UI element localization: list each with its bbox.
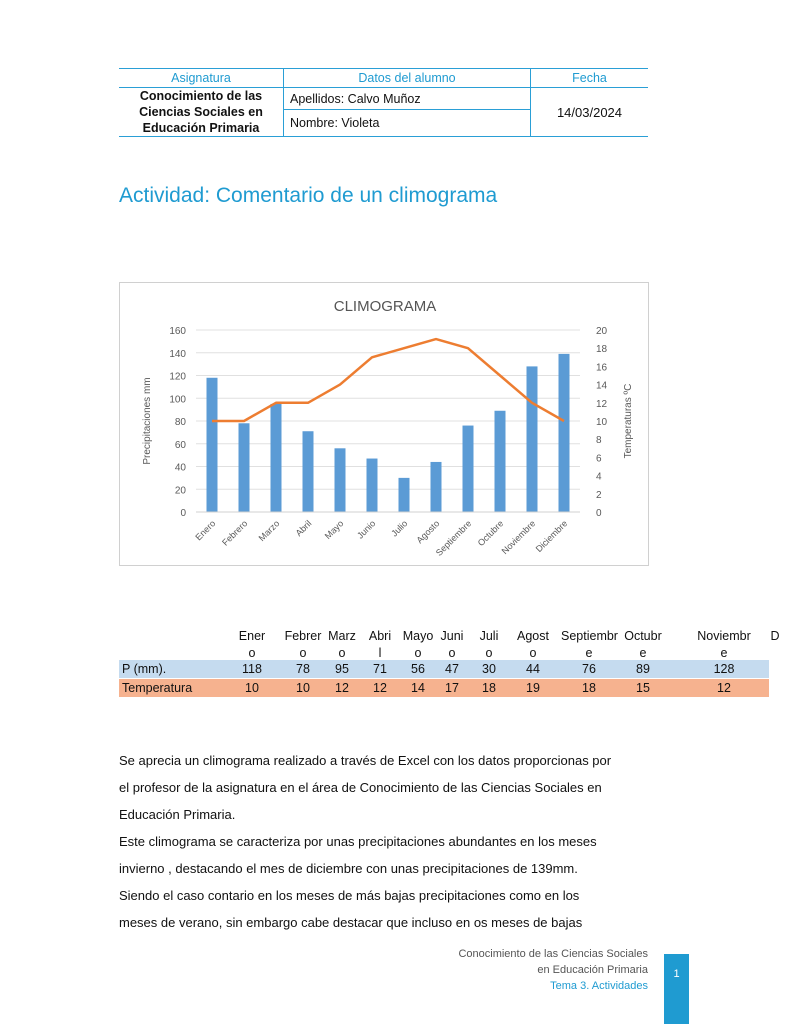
- precip-row: [119, 660, 769, 678]
- table-cell: 128: [713, 662, 735, 676]
- month-header: Octubr e: [624, 629, 662, 660]
- month-header: Noviembr e: [697, 629, 751, 660]
- table-cell: 76: [582, 662, 596, 676]
- temp-row: [119, 679, 769, 697]
- month-header: Abri l: [368, 629, 392, 660]
- date-value: 14/03/2024: [531, 88, 649, 137]
- subject-name: Conocimiento de las Ciencias Sociales en Educación Primaria: [119, 88, 284, 137]
- month-header: Marz o: [328, 629, 356, 660]
- month-header: D: [770, 629, 780, 643]
- precip-bar: [335, 448, 346, 512]
- x-tick-label: Enero: [193, 518, 218, 543]
- y-tick-label: 0: [180, 508, 186, 519]
- body-line: Se aprecia un climograma realizado a través de Excel con los datos proporcionas por: [119, 753, 612, 768]
- table-cell: 19: [526, 681, 540, 695]
- page-number: 1: [664, 954, 689, 1024]
- table-cell: 10: [296, 681, 310, 695]
- precip-bar: [431, 462, 442, 512]
- y2-tick-label: 10: [596, 417, 608, 428]
- body-line: meses de verano, sin embargo cabe destacar que incluso en os meses de bajas: [119, 915, 583, 930]
- x-tick-label: Abril: [293, 518, 314, 539]
- temperature-line: [212, 339, 564, 421]
- table-cell: [765, 660, 785, 678]
- page-title: Actividad: Comentario de un climograma: [119, 184, 498, 207]
- x-tick-label: Mayo: [322, 518, 346, 541]
- y-tick-label: 160: [169, 326, 186, 337]
- y-tick-label: 20: [174, 485, 186, 497]
- header-student-label: Datos del alumno: [284, 69, 531, 88]
- header-date-label: Fecha: [531, 69, 649, 88]
- y2-tick-label: 12: [596, 398, 608, 410]
- table-cell: 14: [411, 681, 425, 695]
- y2-axis-title: Temperaturas ºC: [623, 383, 634, 459]
- header-subject-label: Asignatura: [119, 69, 284, 88]
- month-header: Mayo o: [402, 629, 434, 660]
- table-cell: [765, 679, 785, 697]
- table-cell: 44: [526, 662, 540, 676]
- precip-bar: [495, 411, 506, 512]
- month-header: Juni o: [440, 629, 464, 660]
- month-header: Febrer o: [284, 629, 322, 660]
- body-line: invierno , destacando el mes de diciembre con unas precipitaciones de 139mm.: [119, 861, 578, 876]
- student-surname: Apellidos: Calvo Muñoz: [284, 88, 531, 110]
- x-tick-label: Diciembre: [533, 518, 570, 555]
- y2-tick-label: 4: [596, 471, 602, 483]
- x-tick-label: Junio: [355, 518, 378, 541]
- precip-bar: [303, 431, 314, 512]
- x-tick-label: Agosto: [414, 518, 442, 546]
- footer-topic: Tema 3. Actividades: [550, 980, 648, 992]
- student-name: Nombre: Violeta: [284, 110, 531, 137]
- table-cell: 10: [245, 681, 259, 695]
- table-cell: 18: [582, 681, 596, 695]
- precip-bar: [367, 459, 378, 512]
- y2-tick-label: 2: [596, 489, 602, 501]
- footer-line-1: Conocimiento de las Ciencias Sociales: [458, 948, 648, 960]
- y-tick-label: 100: [169, 394, 186, 406]
- x-tick-label: Septiembre: [433, 518, 474, 558]
- y-tick-label: 60: [174, 439, 186, 451]
- y2-tick-label: 18: [596, 344, 608, 356]
- table-cell: 71: [373, 662, 387, 676]
- month-header: Septiembr e: [561, 629, 618, 660]
- y-tick-label: 80: [174, 417, 186, 428]
- y2-tick-label: 0: [596, 508, 602, 519]
- y2-tick-label: 16: [596, 362, 608, 374]
- precip-bar: [399, 478, 410, 512]
- body-line: Educación Primaria.: [119, 807, 236, 822]
- y2-tick-label: 14: [596, 380, 608, 392]
- body-line: el profesor de la asignatura en el área de Conocimiento de las Ciencias Sociales en: [119, 780, 602, 795]
- table-cell: 12: [335, 681, 349, 695]
- y2-tick-label: 20: [596, 326, 608, 337]
- precip-bar: [239, 423, 250, 512]
- chart-svg: [120, 283, 650, 567]
- y-tick-label: 120: [169, 371, 186, 383]
- month-header: Agost o: [517, 629, 549, 660]
- table-cell: 56: [411, 662, 425, 676]
- climograph-chart: [119, 282, 649, 566]
- table-cell: 47: [445, 662, 459, 676]
- x-tick-label: Marzo: [256, 518, 282, 544]
- precip-bar: [271, 404, 282, 512]
- table-cell: 78: [296, 662, 310, 676]
- table-cell: 89: [636, 662, 650, 676]
- table-cell: 17: [445, 681, 459, 695]
- chart-title: CLIMOGRAMA: [333, 298, 437, 315]
- y-tick-label: 140: [169, 348, 186, 360]
- table-cell: 30: [482, 662, 496, 676]
- body-text: [119, 747, 649, 936]
- precip-bar: [463, 426, 474, 512]
- month-header: Juli o: [479, 629, 499, 660]
- row-label: Temperatura: [122, 681, 193, 695]
- table-cell: 15: [636, 681, 650, 695]
- table-cell: 12: [717, 681, 731, 695]
- x-tick-label: Julio: [389, 518, 410, 539]
- x-tick-label: Febrero: [220, 518, 250, 548]
- x-tick-label: Noviembre: [499, 518, 538, 557]
- precip-bar: [559, 354, 570, 512]
- precip-bar: [527, 366, 538, 512]
- y2-tick-label: 8: [596, 435, 602, 447]
- table-cell: 118: [242, 662, 262, 676]
- footer: [458, 946, 648, 994]
- y-tick-label: 40: [174, 462, 186, 474]
- month-header: Ener o: [238, 629, 266, 660]
- table-cell: 12: [373, 681, 387, 695]
- precip-bar: [207, 378, 218, 512]
- body-line: Este climograma se caracteriza por unas precipitaciones abundantes en los meses: [119, 834, 597, 849]
- table-cell: 18: [482, 681, 496, 695]
- header-table: [119, 68, 648, 137]
- row-label: P (mm).: [122, 662, 167, 676]
- body-line: Siendo el caso contario en los meses de más bajas precipitaciones como en los: [119, 888, 580, 903]
- footer-line-2: en Educación Primaria: [537, 964, 648, 976]
- y-axis-title: Precipitaciones mm: [142, 377, 153, 465]
- table-cell: 95: [335, 662, 349, 676]
- x-tick-label: Octubre: [475, 518, 506, 549]
- y2-tick-label: 6: [596, 453, 602, 465]
